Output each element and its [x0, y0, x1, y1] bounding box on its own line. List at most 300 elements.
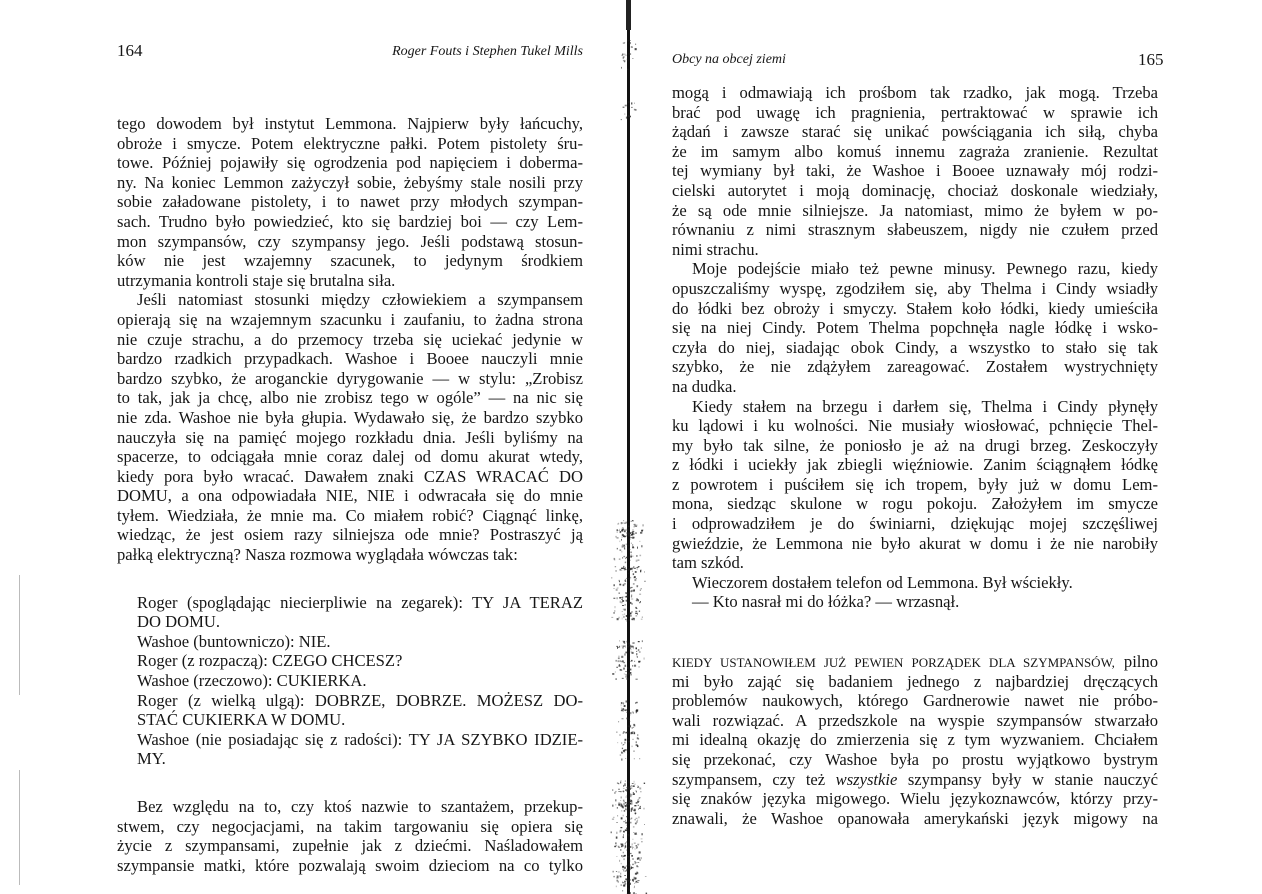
scan-speckle: [625, 820, 626, 822]
text-line: mon szympansów, czy szympansy jego. Jeśli podstawą stosun-: [117, 231, 583, 251]
scan-speckle: [637, 567, 639, 568]
scan-speckle: [618, 804, 620, 806]
text-line: wiedząc, że jest osiem razy silniejsza ode mnie? Postraszyć ją: [117, 525, 583, 545]
text-line: mogą i odmawiają ich prośbom tak rzadko, jak mogą. Trzeba: [672, 83, 1158, 102]
scan-speckle: [616, 791, 617, 792]
scan-speckle: [627, 69, 628, 70]
scan-speckle: [631, 855, 633, 857]
scan-speckle: [633, 794, 635, 795]
scan-speckle: [636, 560, 638, 562]
scan-speckle: [632, 731, 634, 732]
page-number-left: 164: [117, 41, 143, 60]
scan-speckle: [618, 881, 619, 883]
scan-speckle: [635, 526, 637, 527]
scan-speckle: [616, 886, 617, 888]
scan-speckle: [616, 871, 617, 872]
scan-speckle: [630, 602, 632, 604]
scan-speckle: [623, 836, 624, 838]
text-line: to tak, jak ja chcę, albo nie zrobisz tego w ogóle” — na nic się: [117, 388, 583, 408]
scan-speckle: [634, 725, 636, 727]
scan-speckle: [624, 596, 625, 597]
scan-speckle: [637, 820, 638, 821]
scan-speckle: [633, 847, 634, 848]
text-line: brać pod uwagę ich pragnienia, pertraktować w sprawie ich: [672, 102, 1158, 122]
text-line: ków nie jest wzajemny szacunek, to jedynym środkiem: [117, 251, 583, 271]
scan-speckle: [639, 758, 640, 759]
scan-speckle: [619, 580, 620, 581]
scan-speckle: [626, 641, 628, 643]
scan-speckle: [627, 888, 629, 889]
scan-speckle: [623, 856, 625, 857]
scan-speckle: [638, 799, 640, 800]
scan-speckle: [617, 597, 618, 599]
scan-speckle: [636, 648, 637, 650]
scan-speckle: [628, 847, 629, 848]
scan-speckle: [614, 558, 615, 560]
text-line: się przekonać, czy Washoe była po prostu wyjątkowo bystrym: [672, 750, 1158, 769]
scan-speckle: [617, 588, 619, 589]
scan-speckle: [623, 545, 625, 547]
scan-speckle: [633, 785, 635, 787]
scan-speckle: [635, 823, 637, 825]
left-page-body: [117, 114, 583, 875]
scan-speckle: [622, 857, 623, 858]
scan-speckle: [631, 554, 632, 555]
scan-speckle: [638, 805, 639, 806]
scan-speckle: [623, 870, 624, 872]
scan-speckle: [611, 832, 612, 834]
scan-speckle: [638, 559, 640, 561]
scan-speckle: [637, 745, 639, 747]
right-page-body: [672, 83, 1158, 828]
scan-speckle: [625, 830, 627, 832]
scan-speckle: [622, 618, 623, 620]
scan-speckle: [622, 615, 623, 616]
scan-speckle: [618, 656, 619, 657]
scan-speckle: [623, 788, 625, 789]
scan-speckle: [625, 846, 627, 848]
scan-speckle: [627, 118, 628, 119]
scan-speckle: [626, 674, 628, 675]
scan-speckle: [641, 841, 642, 842]
scan-speckle: [636, 845, 638, 846]
scan-speckle: [637, 738, 639, 740]
scan-speckle: [621, 742, 622, 744]
text-line: obroże i smycze. Potem elektryczne pałki. Potem pistolety śru-: [117, 133, 583, 153]
scan-speckle: [623, 107, 625, 108]
scan-speckle: [624, 643, 626, 644]
scan-speckle: [617, 537, 619, 538]
text-run: szympansem, czy też: [672, 769, 836, 789]
scan-speckle: [620, 873, 621, 875]
scan-speckle: [634, 109, 636, 111]
text-line: opierają się na wzajemnym szacunku i zaufaniu, to żadna strona: [117, 309, 583, 329]
scan-speckle: [640, 603, 641, 604]
scan-speckle: [632, 643, 634, 644]
scan-speckle: [620, 601, 621, 603]
scan-speckle: [631, 649, 632, 650]
scan-speckle: [624, 580, 626, 582]
scan-speckle: [632, 807, 634, 808]
text-line: [672, 770, 1158, 790]
scan-speckle: [622, 527, 623, 528]
scan-speckle: [627, 582, 628, 583]
scan-speckle: [625, 879, 627, 880]
scan-speckle: [623, 641, 625, 643]
scan-speckle: [623, 815, 624, 817]
scan-speckle: [626, 850, 628, 851]
scan-speckle: [622, 531, 623, 532]
scan-speckle: [618, 660, 620, 662]
scan-speckle: [626, 795, 627, 796]
scan-speckle: [612, 818, 614, 820]
scan-speckle: [620, 670, 622, 671]
scan-speckle: [631, 785, 632, 787]
scan-speckle: [616, 589, 618, 591]
scan-speckle: [615, 566, 616, 567]
scan-speckle: [625, 596, 627, 598]
scan-speckle: [629, 859, 630, 860]
scan-speckle: [622, 882, 624, 883]
scan-speckle: [631, 818, 632, 819]
scan-speckle: [616, 856, 617, 857]
scan-speckle: [632, 533, 634, 535]
scan-speckle: [634, 862, 636, 863]
scan-speckle: [616, 570, 617, 571]
scan-speckle: [621, 885, 623, 886]
scan-speckle: [624, 536, 626, 537]
scan-speckle: [623, 708, 625, 710]
scan-speckle: [626, 601, 627, 602]
scan-speckle: [628, 738, 629, 739]
scan-speckle: [628, 566, 629, 567]
scan-speckle: [634, 577, 635, 579]
scan-speckle: [641, 839, 643, 840]
scan-speckle: [636, 711, 637, 713]
scan-speckle: [613, 598, 615, 599]
scan-speckle: [634, 843, 636, 844]
scan-speckle: [626, 816, 627, 817]
scan-speckle: [623, 521, 624, 522]
scan-speckle: [634, 568, 636, 569]
scan-speckle: [621, 570, 622, 571]
scan-speckle: [622, 557, 623, 558]
scan-speckle: [622, 758, 623, 759]
scan-speckle: [621, 656, 623, 658]
scan-speckle: [636, 555, 637, 557]
scan-speckle: [637, 872, 639, 874]
scan-speckle: [640, 555, 642, 557]
scan-margin-mark: [19, 770, 20, 885]
scan-speckle: [617, 783, 619, 784]
scan-speckle: [637, 858, 638, 860]
scan-speckle: [620, 827, 622, 828]
scan-speckle: [627, 585, 628, 586]
scan-speckle: [638, 809, 639, 810]
scan-speckle: [636, 821, 637, 823]
scan-speckle: [628, 535, 629, 536]
paragraph: [672, 259, 1158, 396]
scan-speckle: [644, 824, 645, 825]
scan-speckle: [635, 805, 636, 806]
scan-speckle: [627, 529, 629, 531]
scan-speckle: [636, 608, 638, 609]
dialogue-line: Roger (z wielką ulgą): DOBRZE, DOBRZE. MOŻESZ DO-: [137, 690, 583, 710]
scan-speckle: [630, 672, 632, 673]
scan-speckle: [632, 58, 634, 59]
scan-speckle: [630, 569, 631, 570]
scan-speckle: [628, 557, 629, 559]
scan-speckle: [623, 56, 625, 57]
scan-speckle: [616, 667, 618, 668]
scan-speckle: [629, 803, 631, 804]
running-head-right: Obcy na obcej ziemi: [672, 52, 786, 67]
scan-speckle: [637, 568, 638, 570]
text-line: szybko, że nie zdążyłem zareagować. Zostałem wystrychnięty: [672, 357, 1158, 377]
scan-speckle: [643, 524, 644, 526]
scan-speckle: [618, 872, 620, 873]
scan-speckle: [635, 532, 637, 533]
scan-speckle: [617, 816, 618, 817]
scan-speckle: [621, 710, 623, 711]
paragraph: [672, 592, 1158, 612]
scan-speckle: [634, 661, 635, 662]
scan-speckle: [623, 528, 624, 530]
scan-speckle: [633, 826, 635, 827]
scan-speckle: [630, 591, 631, 592]
scan-speckle: [641, 588, 642, 589]
scan-speckle: [621, 797, 622, 799]
scan-speckle: [634, 732, 635, 733]
scan-speckle: [639, 611, 640, 612]
scan-speckle: [621, 705, 622, 706]
scan-speckle: [619, 665, 621, 667]
paragraph: [117, 290, 583, 564]
scan-speckle: [634, 526, 635, 528]
scan-speckle: [625, 562, 626, 564]
scan-speckle: [623, 609, 624, 610]
scan-speckle: [636, 802, 637, 803]
scan-speckle: [622, 522, 624, 524]
scan-speckle: [624, 114, 625, 115]
scan-speckle: [625, 604, 626, 606]
scan-speckle: [633, 591, 634, 592]
scan-speckle: [637, 880, 639, 881]
scan-speckle: [627, 678, 628, 680]
scan-speckle: [625, 822, 627, 824]
scan-speckle: [617, 647, 619, 648]
text-line: problemów naukowych, którego Gardnerowie nawet nie próbo-: [672, 691, 1158, 711]
scan-speckle: [637, 845, 639, 846]
scan-speckle: [632, 556, 634, 557]
scan-speckle: [629, 726, 631, 728]
scan-speckle: [629, 861, 631, 862]
scan-speckle: [623, 801, 625, 802]
scan-speckle: [634, 619, 635, 621]
scan-speckle: [623, 800, 625, 801]
scan-speckle: [632, 727, 634, 728]
scan-speckle: [636, 615, 638, 617]
scan-speckle: [635, 710, 636, 712]
scan-speckle: [628, 864, 629, 866]
scan-speckle: [626, 880, 627, 881]
scan-speckle: [630, 615, 631, 617]
dialogue-line: Washoe (nie posiadając się z radości): TY JA SZYBKO IDZIE-: [137, 729, 583, 749]
scan-speckle: [620, 830, 622, 832]
scan-speckle: [613, 584, 615, 586]
scan-speckle: [626, 790, 627, 792]
text-line: utrzymania kontroli staje się brutalna siła.: [117, 270, 396, 290]
scan-speckle: [614, 876, 615, 877]
scan-speckle: [625, 802, 627, 803]
scan-speckle: [617, 524, 618, 525]
scan-speckle: [625, 758, 626, 759]
scan-speckle: [633, 727, 634, 728]
text-line: my było tak silne, że poniosło je aż na drugi brzeg. Zeskoczyły: [672, 435, 1158, 455]
scan-speckle: [636, 653, 637, 655]
scan-speckle: [630, 793, 631, 795]
text-line: tego dowodem był instytut Lemmona. Najpierw były łańcuchy,: [117, 114, 583, 133]
scan-speckle: [635, 873, 637, 875]
scan-speckle: [632, 544, 633, 546]
scan-speckle: [620, 876, 622, 878]
scan-speckle: [617, 531, 618, 532]
scan-speckle: [625, 789, 626, 791]
scan-speckle: [620, 569, 622, 571]
paragraph: [117, 797, 583, 875]
scan-speckle: [623, 646, 624, 647]
scan-speckle: [622, 544, 623, 545]
scan-speckle: [618, 657, 620, 659]
scan-speckle: [625, 645, 626, 647]
scan-speckle: [640, 791, 642, 792]
scan-speckle: [622, 881, 623, 882]
scan-speckle: [625, 805, 627, 807]
scan-speckle: [620, 755, 621, 756]
scan-speckle: [630, 795, 632, 797]
text-line: pałką elektryczną? Nasza rozmowa wyglądała wówczas tak:: [117, 545, 518, 565]
dialogue-line: Washoe (rzeczowo): CUKIERKA.: [137, 671, 367, 691]
scan-speckle: [631, 866, 632, 868]
text-line: mi idealną okazję do zmierzenia się z tym wyzwaniem. Chciałem: [672, 730, 1158, 750]
scan-speckle: [625, 752, 626, 753]
scan-speckle: [622, 806, 623, 807]
scan-speckle: [635, 702, 636, 704]
scan-speckle: [639, 541, 641, 542]
scan-speckle: [626, 544, 627, 546]
text-line: ku lądowi i ku wolności. Nie musiały wiosłować, pchnięcie Thel-: [672, 416, 1158, 436]
scan-speckle: [621, 67, 622, 69]
text-line: żądań i zawsze starać się unikać powściągania ich siłą, chyba: [672, 122, 1158, 142]
paragraph: [672, 573, 1158, 593]
scan-speckle: [632, 739, 633, 740]
scan-speckle: [616, 732, 617, 733]
paragraph: [117, 114, 583, 290]
scan-speckle: [621, 855, 622, 857]
scan-speckle: [618, 789, 619, 790]
scan-speckle: [634, 883, 635, 884]
scan-speckle: [623, 732, 624, 734]
scan-speckle: [623, 858, 624, 860]
scan-speckle: [626, 615, 627, 617]
scan-speckle: [620, 531, 622, 533]
text-line: do łódki bez obroży i smyczy. Stałem koło łódki, kiedy umieściła: [672, 298, 1158, 318]
scan-speckle: [625, 665, 627, 667]
scan-speckle: [635, 848, 636, 850]
scan-speckle: [630, 648, 631, 650]
scan-speckle: [628, 884, 629, 885]
scan-speckle: [637, 547, 638, 549]
scan-speckle: [636, 881, 637, 883]
scan-speckle: [629, 844, 630, 845]
scan-speckle: [633, 712, 634, 714]
scan-speckle: [637, 844, 639, 845]
dialogue-line: Washoe (buntowniczo): NIE.: [137, 631, 331, 651]
scan-speckle: [627, 59, 628, 60]
scan-speckle: [624, 810, 626, 812]
scan-speckle: [629, 43, 631, 45]
scan-speckle: [625, 808, 627, 810]
scan-speckle: [641, 619, 643, 620]
scan-speckle: [625, 522, 627, 523]
scan-speckle: [628, 533, 630, 534]
scan-speckle: [622, 869, 624, 870]
text-line: cielski autorytet i moją dominację, chociaż doskonale wiedziały,: [672, 180, 1158, 200]
scan-speckle: [623, 744, 624, 745]
scan-speckle: [634, 665, 636, 667]
scan-speckle: [623, 885, 625, 886]
scan-speckle: [632, 879, 634, 881]
scan-speckle: [630, 669, 632, 671]
scan-speckle: [624, 547, 625, 549]
scan-speckle: [623, 668, 624, 670]
scan-speckle: [631, 521, 632, 522]
scan-speckle: [616, 832, 617, 834]
scan-speckle: [612, 805, 613, 807]
scan-speckle: [621, 568, 623, 569]
scan-speckle: [632, 665, 633, 667]
text-line: się na niej Cindy. Potem Thelma popchnęła nagle łódkę i wsko-: [672, 318, 1158, 338]
scan-speckle: [623, 702, 624, 704]
scan-speckle: [634, 732, 636, 734]
scan-speckle: [639, 859, 641, 860]
scan-speckle: [633, 529, 634, 530]
scan-speckle: [625, 843, 626, 844]
scan-speckle: [616, 660, 617, 662]
scan-speckle: [628, 573, 629, 574]
text-line: nie zda. Washoe nie była głupia. Wydawało się, że bardzo szybko: [117, 407, 583, 427]
scan-speckle: [635, 44, 636, 45]
scan-speckle: [636, 847, 637, 849]
scan-speckle: [638, 817, 639, 819]
scan-speckle: [635, 834, 637, 835]
text-line: stwem, czy negocjacjami, na takim targowaniu się opiera się: [117, 816, 583, 836]
scan-speckle: [633, 583, 635, 585]
text-run: szympansy były w stanie nauczyć: [897, 769, 1158, 789]
scan-speckle: [644, 571, 645, 572]
paragraph: [672, 397, 1158, 573]
scan-speckle: [631, 543, 632, 544]
scan-speckle: [637, 656, 638, 658]
scan-speckle: [624, 54, 625, 56]
scan-speckle: [627, 825, 628, 826]
scan-speckle: [627, 596, 629, 597]
scan-speckle: [618, 721, 619, 722]
scan-speckle: [629, 548, 630, 550]
scan-speckle: [626, 828, 627, 829]
scan-speckle: [629, 588, 631, 589]
scan-speckle: [621, 708, 622, 709]
